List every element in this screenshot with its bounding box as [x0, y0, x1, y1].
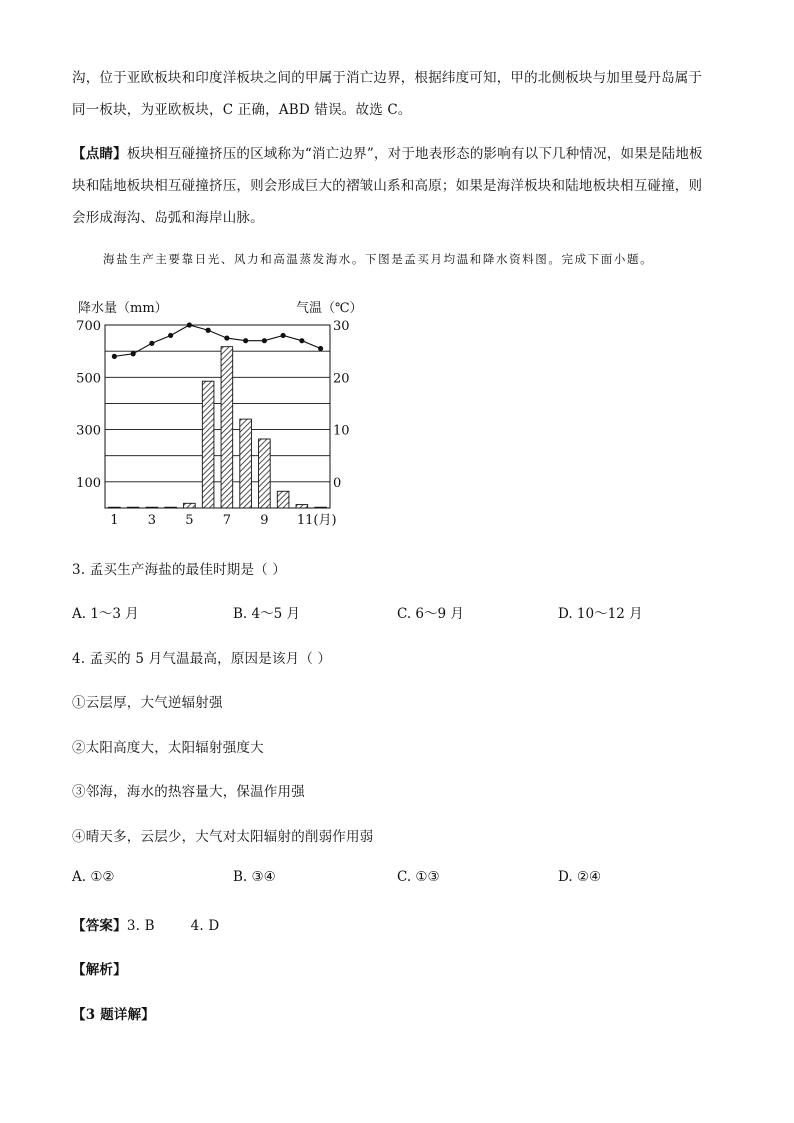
answer-tag: 【答案】	[72, 918, 127, 934]
temperature-point	[318, 346, 323, 351]
x-tick-label: 1	[110, 513, 119, 528]
question-4-stem: 4. 孟买的 5 月气温最高，原因是该月（ ）	[72, 651, 332, 667]
left-axis-title: 降水量（mm）	[78, 301, 168, 316]
precip-bar	[165, 507, 177, 508]
temperature-point	[281, 333, 286, 338]
right-axis-title: 气温（℃）	[296, 301, 363, 316]
right-tick-label: 0	[333, 475, 342, 491]
left-tick-label: 300	[76, 423, 101, 439]
paragraph-line: 同一板块，为亚欧板块，C 正确，ABD 错误。故选 C。	[72, 102, 412, 118]
analysis-tag: 【解析】	[72, 962, 127, 978]
left-tick-label: 700	[76, 319, 101, 334]
climate-chart	[68, 298, 368, 530]
tip-text: 板块相互碰撞挤压的区域称为“消亡边界”，对于地表形态的影响有以下几种情况，如果是陆地板	[126, 146, 703, 162]
q4-option-c[interactable]: C. ①③	[397, 869, 440, 885]
right-tick-label: 30	[333, 319, 350, 334]
precip-bar	[240, 419, 252, 508]
temperature-point	[131, 351, 136, 356]
temperature-point	[224, 335, 229, 340]
temperature-point	[187, 322, 192, 327]
detail-tag: 【3 题详解】	[72, 1007, 155, 1023]
precip-bar	[296, 505, 308, 508]
paragraph-line: 沟，位于亚欧板块和印度洋板块之间的甲属于消亡边界，根据纬度可知，甲的北侧板块与加里曼丹岛属于	[72, 70, 703, 86]
tip-paragraph	[72, 142, 703, 162]
q4-statement-2: ②太阳高度大，太阳辐射强度大	[72, 740, 264, 756]
q4-option-d[interactable]: D. ②④	[558, 869, 602, 885]
precip-bar	[315, 507, 327, 508]
temperature-point	[243, 338, 248, 343]
tip-tag: 【点睛】	[72, 146, 127, 162]
precip-bar	[109, 507, 121, 508]
question-3-stem: 3. 孟买生产海盐的最佳时期是（ ）	[72, 562, 287, 578]
q4-option-a[interactable]: A. ①②	[72, 869, 115, 885]
temperature-point	[149, 341, 154, 346]
precip-bar	[221, 347, 233, 508]
x-tick-label: 5	[185, 513, 194, 528]
q4-statement-4: ④晴天多，云层少，大气对太阳辐射的削弱作用弱	[72, 829, 374, 845]
question-intro: 海盐生产主要靠日光、风力和高温蒸发海水。下图是孟买月均温和降水资料图。完成下面小题。	[103, 252, 654, 266]
precip-bar	[146, 507, 158, 508]
q3-option-d[interactable]: D. 10～12 月	[558, 606, 643, 622]
answer-text: 3. B 4. D	[126, 918, 220, 934]
plot-frame	[105, 325, 330, 508]
left-tick-label: 500	[76, 371, 101, 387]
q3-option-b[interactable]: B. 4～5 月	[233, 606, 300, 622]
temperature-point	[112, 354, 117, 359]
temperature-point	[168, 333, 173, 338]
x-tick-label: 9	[260, 513, 269, 528]
x-tick-label: 7	[222, 513, 232, 528]
x-tick-label: 11(月)	[296, 513, 337, 528]
precip-bar	[259, 439, 271, 508]
x-tick-label: 3	[147, 513, 157, 528]
q3-option-a[interactable]: A. 1～3 月	[72, 606, 139, 622]
precip-bar	[184, 503, 196, 508]
precip-bar	[277, 491, 289, 508]
paragraph-line: 块和陆地板块相互碰撞挤压，则会形成巨大的褶皱山系和高原；如果是海洋板块和陆地板块相互碰撞，则	[72, 178, 703, 194]
temperature-point	[262, 338, 267, 343]
temperature-line	[114, 325, 320, 356]
precip-bar	[127, 507, 139, 508]
temperature-point	[299, 338, 304, 343]
answer-line	[72, 914, 219, 934]
q4-statement-1: ①云层厚，大气逆辐射强	[72, 695, 223, 711]
right-tick-label: 10	[333, 423, 350, 439]
left-tick-label: 100	[76, 475, 101, 491]
precip-bar	[202, 381, 214, 508]
q3-option-c[interactable]: C. 6～9 月	[397, 606, 464, 622]
q4-statement-3: ③邻海，海水的热容量大，保温作用强	[72, 784, 305, 800]
temperature-point	[206, 328, 211, 333]
paragraph-line: 会形成海沟、岛弧和海岸山脉。	[72, 210, 264, 226]
q4-option-b[interactable]: B. ③④	[233, 869, 276, 885]
right-tick-label: 20	[333, 371, 350, 387]
